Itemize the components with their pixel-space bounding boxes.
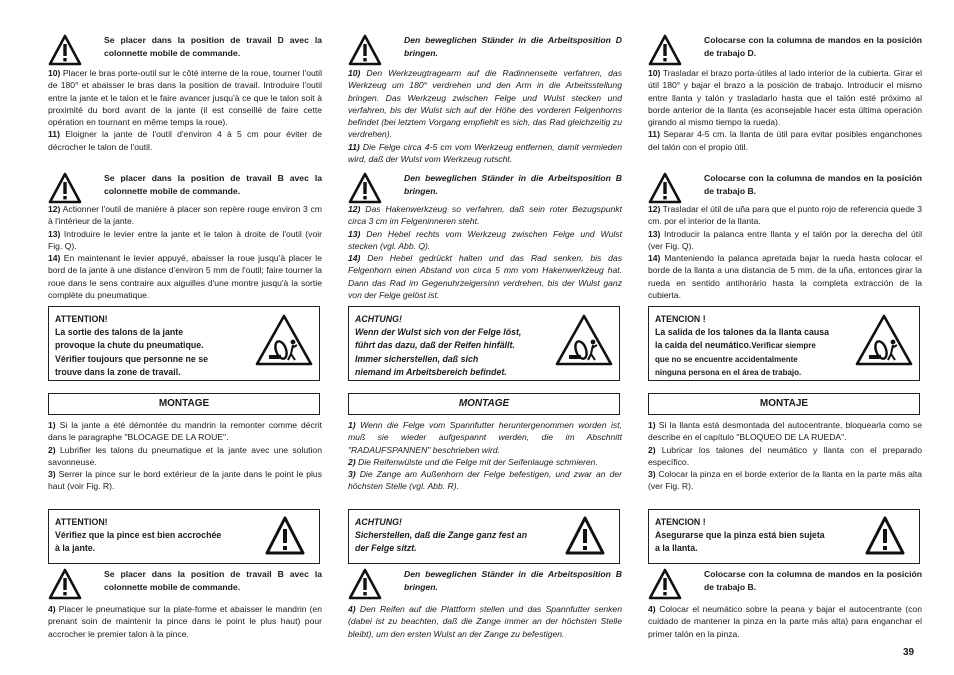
warning-heading (348, 568, 622, 600)
warning-text: Se placer dans la position de travail B avec la colonnette mobile de commande. (104, 569, 322, 592)
warning-text: Colocarse con la columna de mandos en la posición de trabajo B. (704, 173, 922, 196)
instructions-10-11: 10) Trasladar el brazo porta-útiles al lado interior de la cubierta. Girar el útil 180° y bajar el brazo a la posición de trabajo. Introducir el mismo entre llanta y talón y trasladarlo hasta que el talón esté próximo al borde anterior de la llanta (es aconsejable hacer esta última operación girando al mismo tiempo la rueda). 11) Separar 4-5 cm. la llanta de útil para evitar posibles enganchones del talón con el propio útil. (648, 68, 922, 152)
warning-heading (648, 568, 922, 600)
warning-heading (48, 172, 322, 204)
warning-triangle-icon (48, 568, 82, 600)
warning-text: Den beweglichen Ständer in die Arbeitsposition B bringen. (404, 569, 622, 592)
warning-triangle-icon (48, 34, 82, 66)
warning-triangle-icon (348, 568, 382, 600)
attention-box: ATTENTION! La sortie des talons de la jante provoque la chute du pneumatique. Vérifier toujours que personne ne se trouve dans la zone de travail. (48, 306, 320, 381)
falling-tyre-warning-icon (855, 314, 913, 366)
instructions-10-11: 10) Placer le bras porte-outil sur le côté interne de la roue, tourner l'outil de 180° et abaisser le bras dans la position de travail. Introduire l'outil entre la jante et le talon et le faire avancer jusqu'à ce que le talon soit à proximité du bord avant de la jante (il est conseillé de faire cette opération en tournant en même temps la roue). 11) Eloigner la jante de l'outil d'environ 4 à 5 cm pour éviter de décrocher le talon de l'outil. (48, 68, 322, 152)
warning-triangle-icon (565, 516, 605, 556)
warning-heading (348, 172, 622, 204)
warning-text: Se placer dans la position de travail D avec la colonnette mobile de commande. (104, 35, 322, 58)
montage-step-4: 4) Placer le pneumatique sur la plate-forme et abaisser le mandrin (en prenant soin de maintenir la pince dans le point le plus haut) pour accrocher le premier talon à la pince. (48, 604, 322, 639)
warning-text: Den beweglichen Ständer in die Arbeitsposition D bringen. (404, 35, 622, 58)
attention-box: ATENCION ! La salida de los talones da la llanta causa la caida del neumático.Verificar siempre que no se encuentre accidentalmente ninguna persona en el área de trabajo. (648, 306, 920, 381)
warning-text: Colocarse con la columna de mandos en la posición de trabajo B. (704, 569, 922, 592)
falling-tyre-warning-icon (555, 314, 613, 366)
attention-box: ATENCION ! Asegurarse que la pinza está bien sujeta a la llanta. (648, 509, 920, 564)
montage-step-4: 4) Colocar el neumático sobre la peana y bajar el autocentrante (con cuidado de mantener la pinza en la parte más alta) para enganchar el primer talón en la pinza. (648, 604, 922, 639)
warning-triangle-icon (648, 568, 682, 600)
instructions-12-14: 12) Das Hakenwerkzeug so verfahren, daß sein roter Bezugspunkt circa 3 cm im Felgeninneren steht. 13) Den Hebel rechts vom Werkzeug zwischen Felge und Wulst stecken (vgl. Abb. Q). 14) Den Hebel gedrückt halten und das Rad senken, bis das Felgenhorn einen Abstand von circa 5 mm vom Hakenwerkzeug hat. Dann das Rad im Gegenuhrzeigersinn verdrehen, bis der Wulst ganz von der Felge gelöst ist. (348, 204, 622, 301)
warning-heading (648, 34, 922, 66)
section-header: MONTAGE (348, 393, 620, 415)
warning-triangle-icon (865, 516, 905, 556)
attention-box: ACHTUNG! Wenn der Wulst sich von der Felge löst, führt das dazu, daß der Reifen hinfällt. Immer sicherstellen, daß sich niemand im Arbeitsbereich befindet. (348, 306, 620, 381)
attention-box: ATTENTION! Vérifiez que la pince est bien accrochée à la jante. (48, 509, 320, 564)
warning-heading (648, 172, 922, 204)
montage-steps: 1) Si la jante a été démontée du mandrin la remonter comme décrit dans le paragraphe "BLOCAGE DE LA ROUE". 2) Lubrifier les talons du pneumatique et la jante avec une solution savonneuse. 3) Serrer la pince sur le bord extérieur de la jante dans le point le plus haut (voir Fig. R). (48, 420, 322, 492)
instructions-12-14: 12) Actionner l'outil de manière à placer son repère rouge environ 3 cm à l'intérieur de la jante. 13) Introduire le levier entre la jante et le talon à droite de l'outil (voir Fig. Q). 14) En maintenant le levier appuyé, abaisser la roue jusqu'à placer le bord de la jante à une distance d'environ 5 mm de l'outil; faire tourner la roue dans le sens contraire aux aiguilles d'une montre jusqu'à la sortie complète du pneumatique. (48, 204, 322, 301)
section-header: MONTAGE (48, 393, 320, 415)
page-number: 39 (903, 647, 915, 658)
instructions-12-14: 12) Trasladar el útil de uña para que el punto rojo de referencia quede 3 cm. por el interior de la llanta. 13) Introducir la palanca entre llanta y el talón por la derecha del útil (ver Fig. Q). 14) Manteniendo la palanca apretada bajar la rueda hasta colocar el borde de la llanta a una distancia de 5 mm. de la uña, entonces girar la rueda en sentido antihorário hasta la completa extracción de la cubierta. (648, 204, 922, 301)
warning-text: Colocarse con la columna de mandos en la posición de trabajo D. (704, 35, 922, 58)
falling-tyre-warning-icon (255, 314, 313, 366)
warning-triangle-icon (648, 34, 682, 66)
warning-triangle-icon (48, 172, 82, 204)
section-header: MONTAJE (648, 393, 920, 415)
warning-heading (48, 34, 322, 66)
attention-box: ACHTUNG! Sicherstellen, daß die Zange ganz fest an der Felge sitzt. (348, 509, 620, 564)
montage-step-4: 4) Den Reifen auf die Plattform stellen und das Spannfutter senken (dabei ist zu beachten, daß die Zange immer an der höchsten Stelle bleibt), um den ersten Wulst an der Zange zu befestigen. (348, 604, 622, 639)
warning-heading (48, 568, 322, 600)
warning-heading (348, 34, 622, 66)
montage-steps: 1) Si la llanta está desmontada del autocentrante, bloquearla como se describe en el capítulo "BLOQUEO DE LA RUEDA". 2) Lubricar los talones del neumático y llanta con el preparado específico. 3) Colocar la pinza en el borde exterior de la llanta en la parte más alta (ver Fig. R). (648, 420, 922, 492)
warning-text: Den beweglichen Ständer in die Arbeitsposition B bringen. (404, 173, 622, 196)
montage-steps: 1) Wenn die Felge vom Spannfutter heruntergenommen worden ist, muß sie wieder aufgespannt werden, die im Abschnitt "RADAUFSPANNEN" beschrieben wird. 2) Die Reifenwülste und die Felge mit der Seifenlauge schmieren. 3) Die Zange am Außenhorn der Felge befestigen, und zwar an der höchsten Stelle (vgl. Abb. R). (348, 420, 622, 492)
warning-triangle-icon (348, 34, 382, 66)
warning-triangle-icon (348, 172, 382, 204)
warning-triangle-icon (648, 172, 682, 204)
instructions-10-11: 10) Den Werkzeugtragearm auf die Radinnenseite verfahren, das Werkzeug um 180° verdrehen und den Arm in die Arbeitsstellung bringen. Das Werkzeug zwischen Felge und Wulst stecken und verfahren, bis der Wulst sich auf der Höhe des vorderen Felgenhorns befindet (bei letztem Vorgang empfiehlt es sich, das Rad gleichzeitig zu verdrehen). 11) Die Felge circa 4-5 cm vom Werkzeug entfernen, damit vermieden wird, daß der Wulst vom Werkzeug rutscht. (348, 68, 622, 165)
warning-triangle-icon (265, 516, 305, 556)
warning-text: Se placer dans la position de travail B avec la colonnette mobile de commande. (104, 173, 322, 196)
